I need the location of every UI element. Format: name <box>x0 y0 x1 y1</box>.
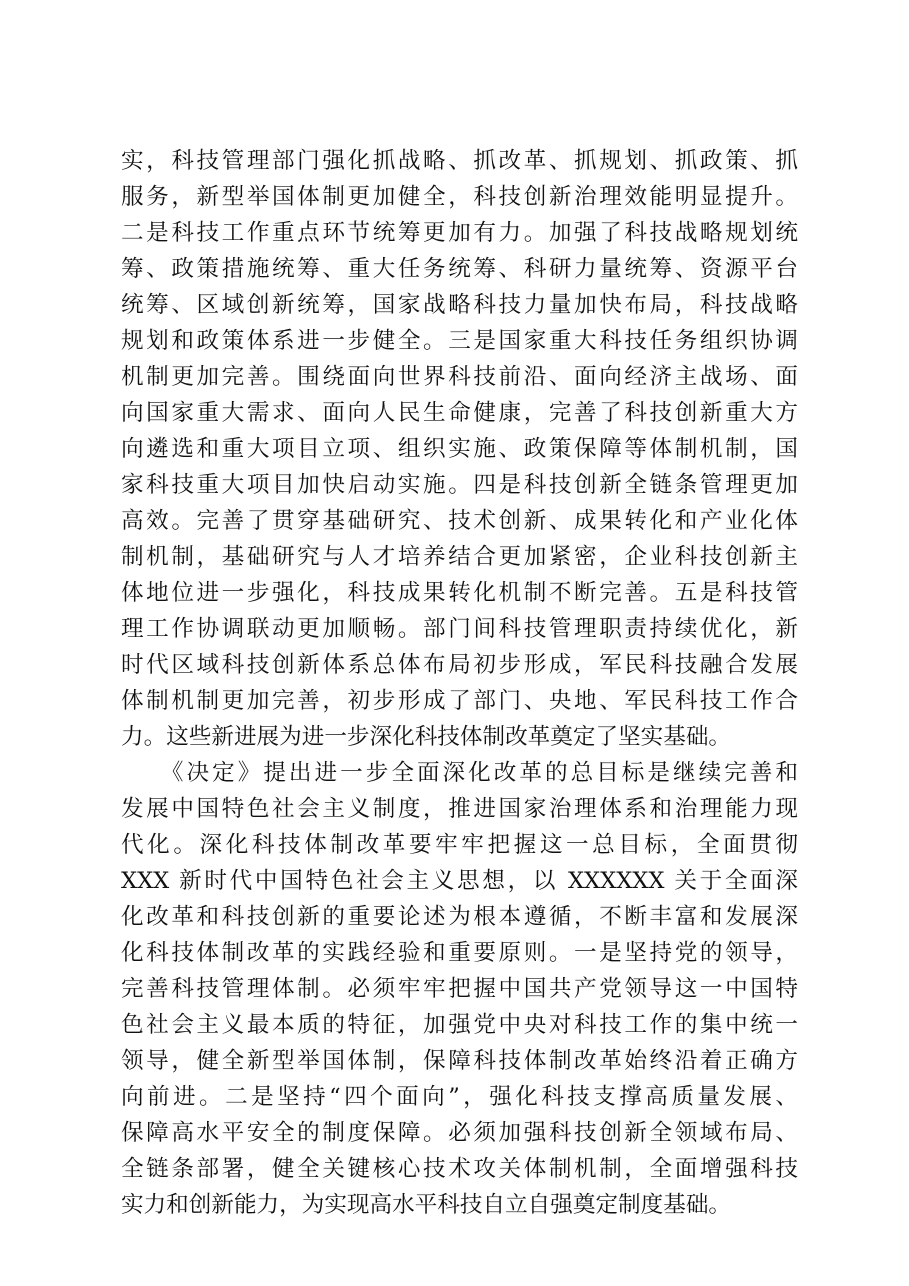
text-line: 色社会主义最本质的特征，加强党中央对科技工作的集中统一 <box>121 1012 798 1038</box>
text-line: 向前进。二是坚持“四个面向”，强化科技支撑高质量发展、 <box>121 1084 798 1110</box>
text-line: 化改革和科技创新的重要论述为根本遵循，不断丰富和发展深 <box>121 904 798 930</box>
text-line: 完善科技管理体制。必须牢牢把握中国共产党领导这一中国特 <box>121 976 798 1002</box>
text-line: 代化。深化科技体制改革要牢牢把握这一总目标，全面贯彻 <box>121 832 798 858</box>
text-line: 理工作协调联动更加顺畅。部门间科技管理职责持续优化，新 <box>121 616 798 642</box>
paragraph-1 <box>121 143 798 755</box>
document-body <box>121 143 798 1223</box>
text-line: XXX 新时代中国特色社会主义思想，以 XXXXXX 关于全面深 <box>121 868 798 894</box>
text-line: 体地位进一步强化，科技成果转化机制不断完善。五是科技管 <box>121 580 798 606</box>
text-line: 筹、政策措施统筹、重大任务统筹、科研力量统筹、资源平台 <box>121 256 798 282</box>
text-line: 规划和政策体系进一步健全。三是国家重大科技任务组织协调 <box>121 328 798 354</box>
text-line: 实，科技管理部门强化抓战略、抓改革、抓规划、抓政策、抓 <box>121 148 798 174</box>
text-line: 统筹、区域创新统筹，国家战略科技力量加快布局，科技战略 <box>121 292 798 318</box>
text-line: 全链条部署，健全关键核心技术攻关体制机制，全面增强科技 <box>121 1156 798 1182</box>
text-line: 机制更加完善。围绕面向世界科技前沿、面向经济主战场、面 <box>121 364 798 390</box>
text-line: 领导，健全新型举国体制，保障科技体制改革始终沿着正确方 <box>121 1048 798 1074</box>
text-line: 高效。完善了贯穿基础研究、技术创新、成果转化和产业化体 <box>121 508 798 534</box>
text-line: 发展中国特色社会主义制度，推进国家治理体系和治理能力现 <box>121 796 798 822</box>
text-line: 向国家重大需求、面向人民生命健康，完善了科技创新重大方 <box>121 400 798 426</box>
text-line: 时代区域科技创新体系总体布局初步形成，军民科技融合发展 <box>121 652 798 678</box>
paragraph-2 <box>121 755 798 1223</box>
text-line: 二是科技工作重点环节统筹更加有力。加强了科技战略规划统 <box>121 220 798 246</box>
text-line: 力。这些新进展为进一步深化科技体制改革奠定了坚实基础。 <box>121 724 732 750</box>
text-line: 向遴选和重大项目立项、组织实施、政策保障等体制机制，国 <box>121 436 798 462</box>
text-line: 家科技重大项目加快启动实施。四是科技创新全链条管理更加 <box>121 472 798 498</box>
text-line: 保障高水平安全的制度保障。必须加强科技创新全领域布局、 <box>121 1120 798 1146</box>
text-line: 体制机制更加完善，初步形成了部门、央地、军民科技工作合 <box>121 688 798 714</box>
text-line: 《决定》提出进一步全面深化改革的总目标是继续完善和 <box>121 760 798 786</box>
text-line: 实力和创新能力，为实现高水平科技自立自强奠定制度基础。 <box>121 1192 732 1218</box>
text-line: 制机制，基础研究与人才培养结合更加紧密，企业科技创新主 <box>121 544 798 570</box>
text-line: 服务，新型举国体制更加健全，科技创新治理效能明显提升。 <box>121 184 798 210</box>
text-line: 化科技体制改革的实践经验和重要原则。一是坚持党的领导， <box>121 940 798 966</box>
